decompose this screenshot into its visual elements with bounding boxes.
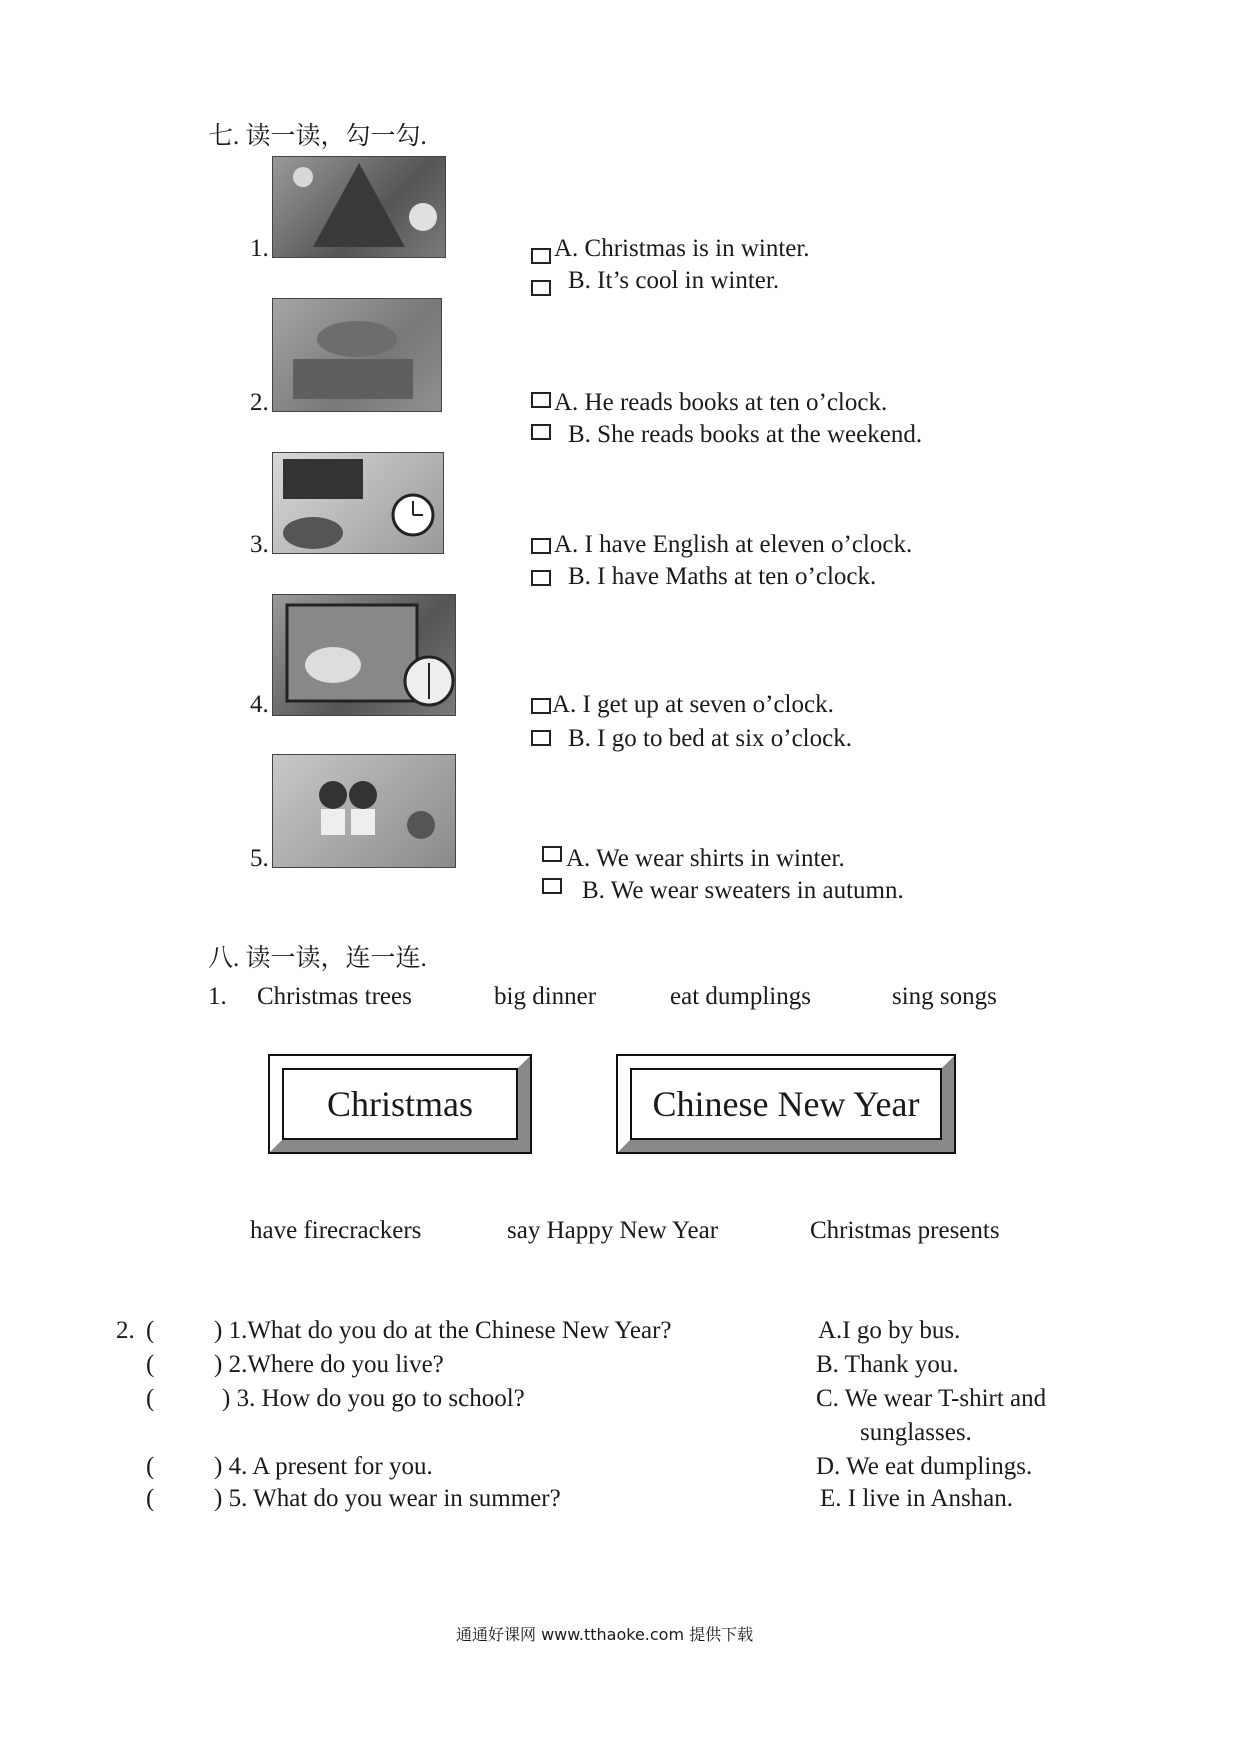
word-big-dinner: big dinner [494,983,597,1010]
answer-c-cont: sunglasses. [860,1419,972,1446]
option-2b: B. She reads books at the weekend. [568,421,923,448]
question-2-5: ) 5. What do you wear in summer? [214,1485,561,1512]
word-say-happy-new-year: say Happy New Year [507,1217,719,1244]
item-number-1: 1. [250,235,269,262]
winter-children-picture [272,754,456,868]
option-1b: B. It’s cool in winter. [568,267,780,294]
item-number-4: 4. [250,691,269,718]
option-3b: B. I have Maths at ten o’clock. [568,563,877,590]
question-2-2: ) 2.Where do you live? [214,1351,444,1378]
books-picture [272,298,442,412]
question-2-number: 2. [116,1317,135,1344]
chinese-new-year-box [616,1054,956,1154]
option-1a: A. Christmas is in winter. [554,235,810,262]
question-2-4: ) 4. A present for you. [214,1453,433,1480]
answer-paren-3[interactable]: ( [146,1385,155,1412]
checkbox-4b[interactable] [531,730,551,746]
word-have-firecrackers: have firecrackers [250,1217,422,1244]
checkbox-2b[interactable] [531,424,551,440]
answer-paren-2[interactable]: ( [146,1351,155,1378]
section8-heading: 八. 读一读，连一连. [208,945,427,972]
word-christmas-presents: Christmas presents [810,1217,1000,1244]
item-number-5: 5. [250,845,269,872]
item-number-3: 3. [250,531,269,558]
classroom-clock-picture [272,452,444,554]
item-number-2: 2. [250,389,269,416]
answer-d: D. We eat dumplings. [816,1453,1033,1480]
checkbox-5a[interactable] [542,846,562,862]
answer-paren-1[interactable]: ( [146,1317,155,1344]
christmas-box-label: Christmas [282,1068,518,1140]
bedroom-clock-picture [272,594,456,716]
christmas-tree-picture [272,156,446,258]
option-4a: A. I get up at seven o’clock. [552,691,834,718]
chinese-new-year-box-label: Chinese New Year [630,1068,942,1140]
footer-text: 通通好课网 www.tthaoke.com 提供下载 [456,1625,754,1644]
option-4b: B. I go to bed at six o’clock. [568,725,852,752]
question-2-3: ) 3. How do you go to school? [222,1385,525,1412]
option-3a: A. I have English at eleven o’clock. [554,531,913,558]
checkbox-1a[interactable] [531,248,551,264]
word-christmas-trees: Christmas trees [257,983,412,1010]
checkbox-3a[interactable] [531,538,551,554]
option-5b: B. We wear sweaters in autumn. [582,877,904,904]
checkbox-1b[interactable] [531,280,551,296]
question-1-number: 1. [208,983,227,1010]
answer-paren-4[interactable]: ( [146,1453,155,1480]
answer-e: E. I live in Anshan. [820,1485,1014,1512]
christmas-box [268,1054,532,1154]
word-eat-dumplings: eat dumplings [670,983,811,1010]
answer-paren-5[interactable]: ( [146,1485,155,1512]
answer-b: B. Thank you. [816,1351,959,1378]
option-2a: A. He reads books at ten o’clock. [554,389,888,416]
option-5a: A. We wear shirts in winter. [566,845,845,872]
question-2-1: ) 1.What do you do at the Chinese New Year? [214,1317,672,1344]
checkbox-5b[interactable] [542,878,562,894]
checkbox-2a[interactable] [531,392,551,408]
checkbox-4a[interactable] [531,698,551,714]
word-sing-songs: sing songs [892,983,997,1010]
answer-c: C. We wear T-shirt and [816,1385,1047,1412]
answer-a: A.I go by bus. [818,1317,961,1344]
section7-heading: 七. 读一读，勾一勾. [208,123,427,150]
checkbox-3b[interactable] [531,570,551,586]
